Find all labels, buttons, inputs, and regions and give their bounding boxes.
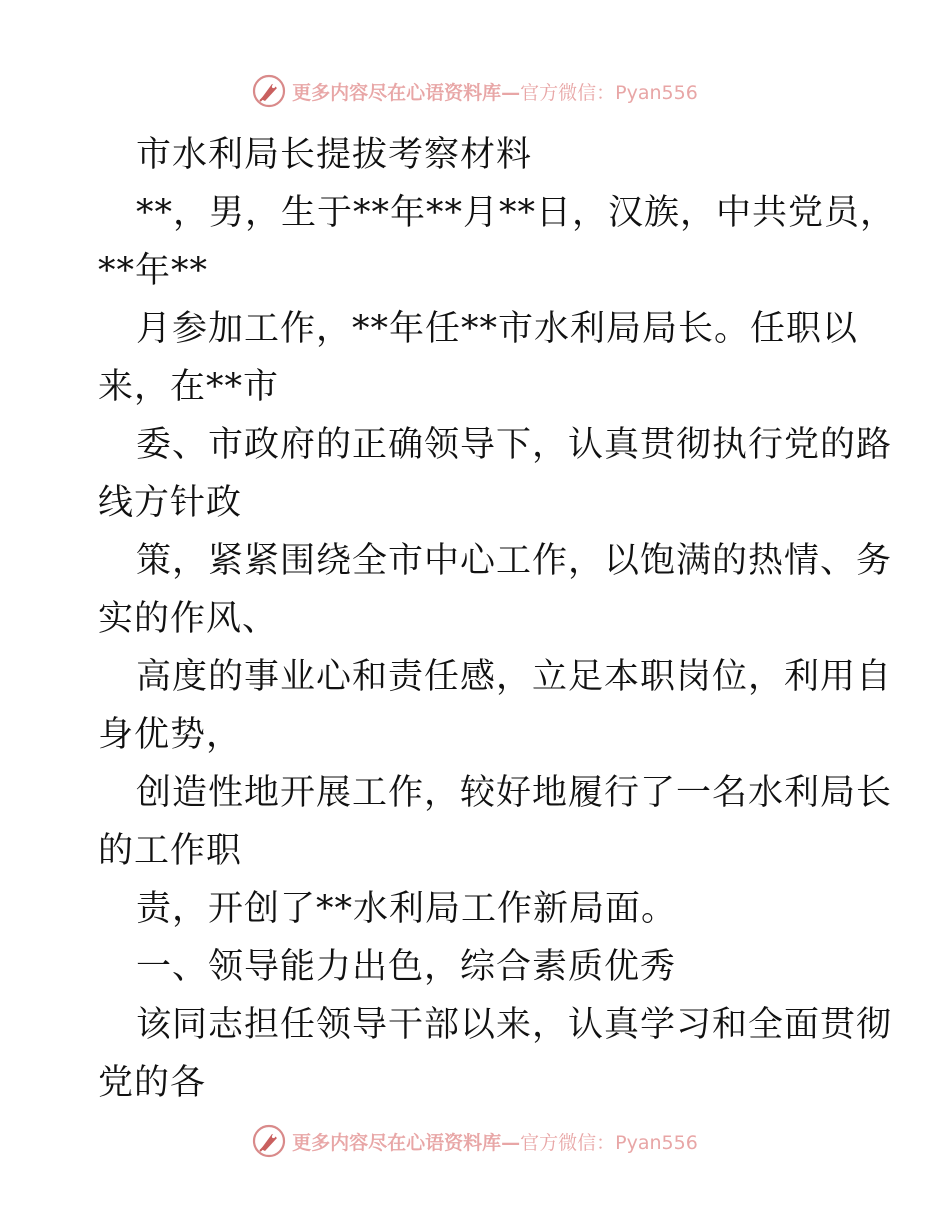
text-line: 该同志担任领导干部以来，认真学习和全面贯彻 (136, 1005, 893, 1045)
text-line: 责，开创了**水利局工作新局面。 (136, 889, 678, 929)
text-line: 的工作职 (98, 831, 243, 871)
text-line: 线方针政 (98, 483, 243, 523)
section-heading: 一、领导能力出色，综合素质优秀 (136, 947, 677, 987)
text-line: 高度的事业心和责任感，立足本职岗位，利用自 (136, 657, 893, 697)
watermark-footer (0, 1121, 950, 1161)
pen-nib-logo-icon (252, 74, 286, 108)
watermark-wechat: 官方微信：Pyan556 (520, 1131, 698, 1154)
text-line: 实的作风、 (98, 599, 279, 639)
text-line: 月参加工作，**年任**市水利局局长。任职以 (136, 309, 859, 349)
text-line: 委、市政府的正确领导下，认真贯彻执行党的路 (136, 425, 893, 465)
text-line: 来，在**市 (98, 367, 280, 407)
text-line: 策，紧紧围绕全市中心工作，以饱满的热情、务 (136, 541, 893, 581)
text-line: 创造性地开展工作，较好地履行了一名水利局长 (136, 773, 893, 813)
watermark-header (0, 71, 950, 111)
document-title: 市水利局长提拔考察材料 (136, 135, 533, 175)
document-body (98, 126, 897, 1112)
watermark-wechat: 官方微信：Pyan556 (520, 81, 698, 104)
watermark-text: 更多内容尽在心语资料库— (292, 1131, 521, 1154)
watermark-text: 更多内容尽在心语资料库— (292, 81, 521, 104)
text-line: **年** (98, 251, 209, 291)
text-line: 身优势， (98, 715, 243, 755)
text-line: 党的各 (98, 1063, 207, 1103)
text-line: **，男，生于**年**月**日，汉族，中共党员， (136, 193, 897, 233)
pen-nib-logo-icon (252, 1124, 286, 1158)
